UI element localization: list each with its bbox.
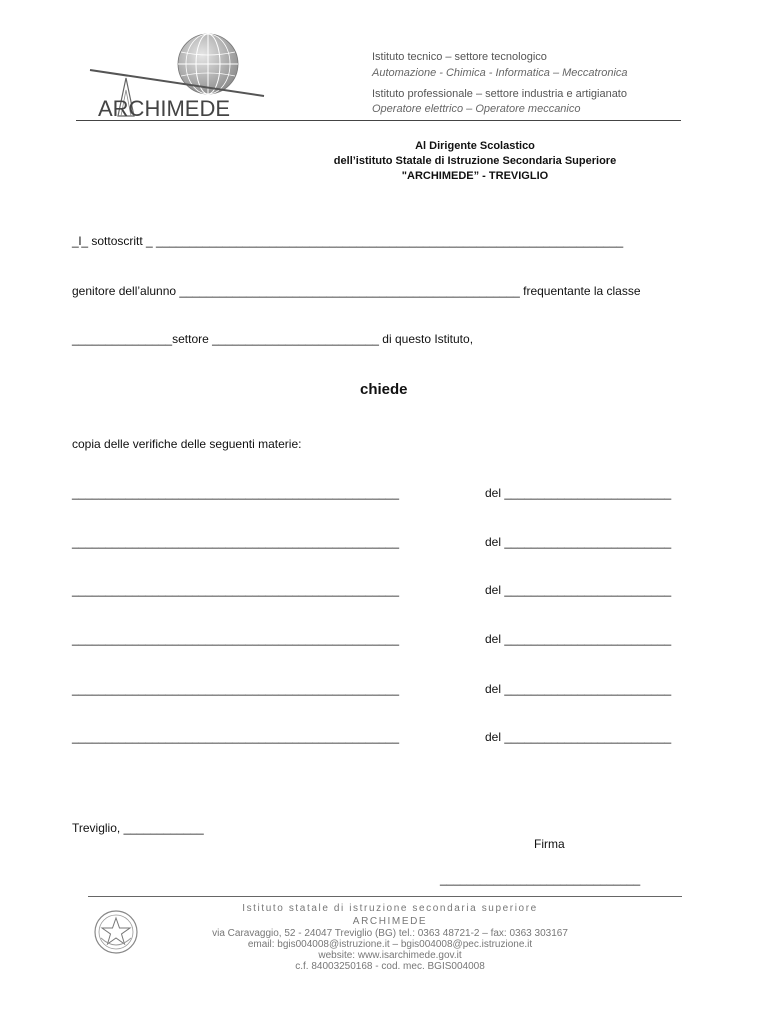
firma-label: Firma (534, 837, 565, 851)
italian-republic-seal-icon (92, 908, 140, 956)
subject-field[interactable]: _________________________________________________ (72, 486, 400, 500)
footer-email: email: bgis004008@istruzione.it – bgis004008@pec.istruzione.it (247, 939, 533, 950)
footer-address: via Caravaggio, 52 - 24047 Treviglio (BG) tel.: 0363 48721-2 – fax: 0363 303167 (212, 928, 568, 939)
date-field[interactable]: del _________________________ (485, 486, 672, 500)
footer-codes: c.f. 84003250168 - cod. mec. BGIS004008 (295, 961, 485, 972)
sottoscritto-field[interactable]: _l_ sottoscritt _ ______________________________________________________________________ (72, 234, 624, 248)
header-line-4: Operatore elettrico – Operatore meccanico (372, 103, 581, 115)
footer-website: website: www.isarchimede.gov.it (318, 950, 462, 961)
subject-field[interactable]: _________________________________________________ (72, 632, 400, 646)
header-line-2: Automazione - Chimica - Informatica – Meccatronica (372, 67, 628, 79)
date-field[interactable]: del _________________________ (485, 730, 672, 744)
header-line-1: Istituto tecnico – settore tecnologico (372, 51, 547, 63)
subject-field[interactable]: _________________________________________________ (72, 535, 400, 549)
footer-line-2: ARCHIMEDE (352, 916, 428, 927)
chiede-heading: chiede (360, 381, 408, 398)
header-divider (76, 120, 681, 121)
addressee-line-3: "ARCHIMEDE” - TREVIGLIO (401, 170, 549, 182)
footer-line-1: Istituto statale di istruzione secondaria superiore (242, 903, 538, 914)
date-field[interactable]: del _________________________ (485, 632, 672, 646)
addressee-line-2: dell’istituto Statale di Istruzione Secondaria Superiore (333, 155, 617, 167)
addressee-line-1: Al Dirigente Scolastico (415, 140, 535, 152)
genitore-field[interactable]: genitore dell’alunno ___________________________________________________ frequentante la classe (72, 284, 641, 298)
addressee-block (230, 139, 720, 184)
logo-text: ARCHIMEDE (98, 96, 231, 121)
subject-field[interactable]: _________________________________________________ (72, 583, 400, 597)
date-field[interactable]: del _________________________ (485, 583, 672, 597)
date-field[interactable]: del _________________________ (485, 535, 672, 549)
settore-field[interactable]: _______________settore _________________________ di questo Istituto, (72, 332, 474, 346)
copia-label: copia delle verifiche delle seguenti materie: (72, 437, 302, 451)
signature-line[interactable]: ______________________________ (440, 872, 641, 886)
subject-field[interactable]: _________________________________________________ (72, 730, 400, 744)
archimede-logo (88, 32, 266, 122)
footer-divider (88, 896, 682, 897)
place-date-field[interactable]: Treviglio, ____________ (72, 821, 204, 835)
header-line-3: Istituto professionale – settore industria e artigianato (372, 88, 627, 100)
date-field[interactable]: del _________________________ (485, 682, 672, 696)
subject-field[interactable]: _________________________________________________ (72, 682, 400, 696)
